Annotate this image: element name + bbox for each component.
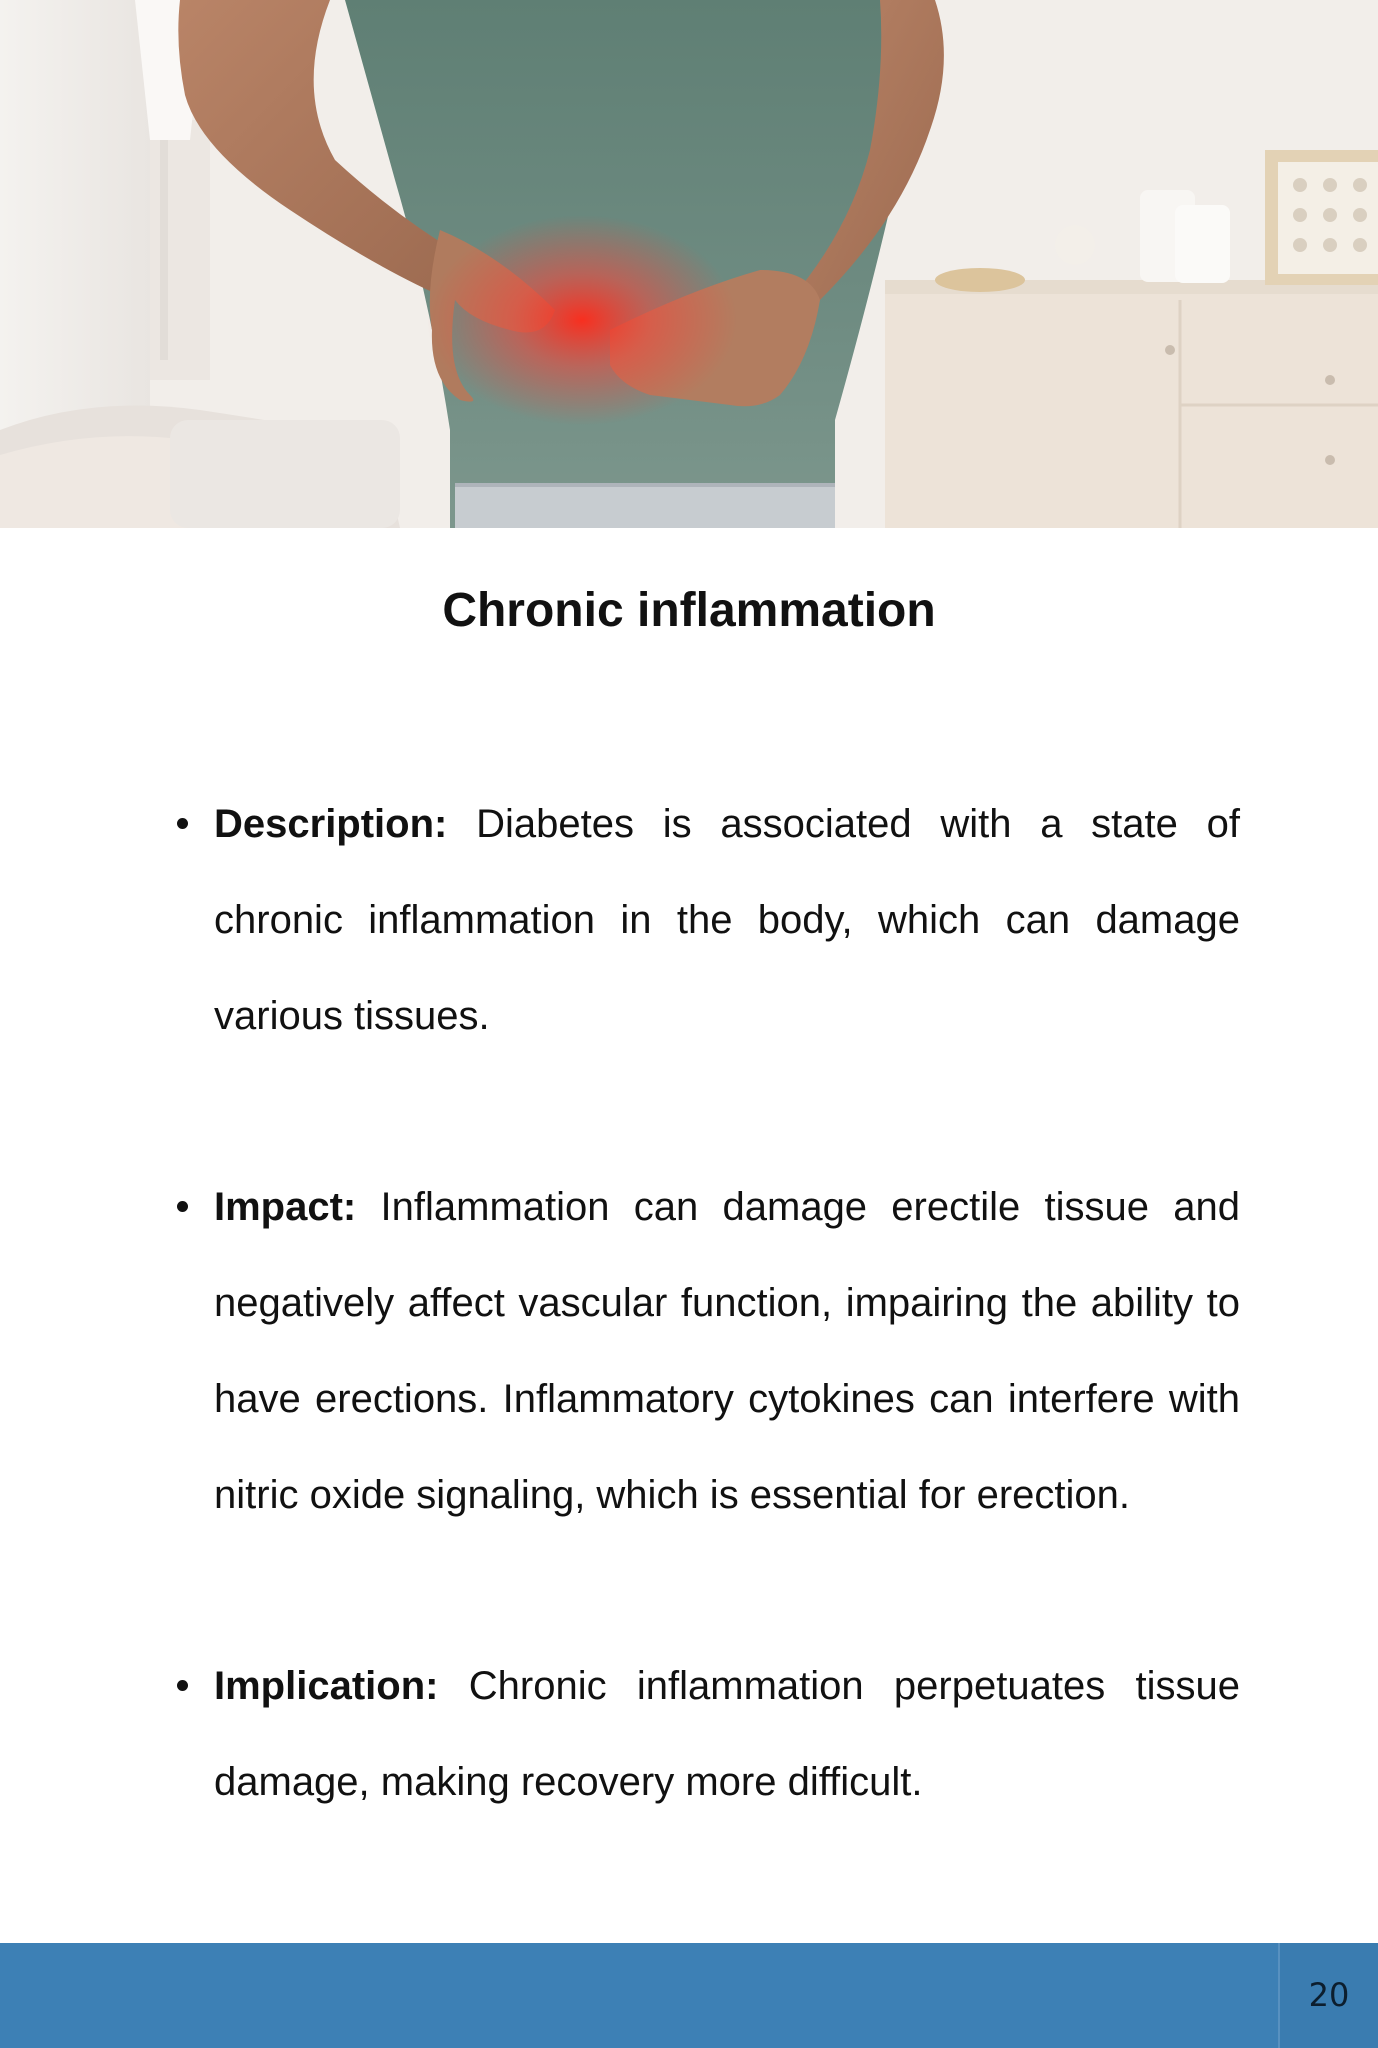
bullet-icon xyxy=(177,1201,188,1212)
list-item-implication xyxy=(0,1638,1240,1830)
list-item-description xyxy=(0,776,1240,1064)
bullet-label: Implication: xyxy=(214,1664,469,1708)
page-title: Chronic inflammation xyxy=(442,584,936,637)
page-number-box xyxy=(1278,1943,1378,2048)
bullet-text: Diabetes is associated with a state of chronic inflammation in the body, which can damage various tissues. xyxy=(214,802,1240,1038)
bullet-text: Chronic inflammation perpetuates tissue damage, making recovery more difficult. xyxy=(214,1664,1240,1804)
bullet-label: Description: xyxy=(214,802,477,846)
bullet-text: Inflammation can damage erectile tissue and negatively affect vascular function, impairing the ability to have erections. Inflammatory cytokines can interfere with nitric oxide signaling, which is essential for erection. xyxy=(214,1185,1241,1517)
back-pain-illustration xyxy=(0,0,1378,528)
bullet-list xyxy=(0,776,1378,1925)
page-number: 20 xyxy=(1308,1976,1350,2014)
list-item-impact xyxy=(0,1159,1240,1543)
bullet-icon xyxy=(177,1680,188,1691)
footer-bar xyxy=(0,1943,1378,2048)
bullet-label: Impact: xyxy=(214,1185,381,1229)
hero-photo xyxy=(0,0,1378,528)
bullet-icon xyxy=(177,818,188,829)
